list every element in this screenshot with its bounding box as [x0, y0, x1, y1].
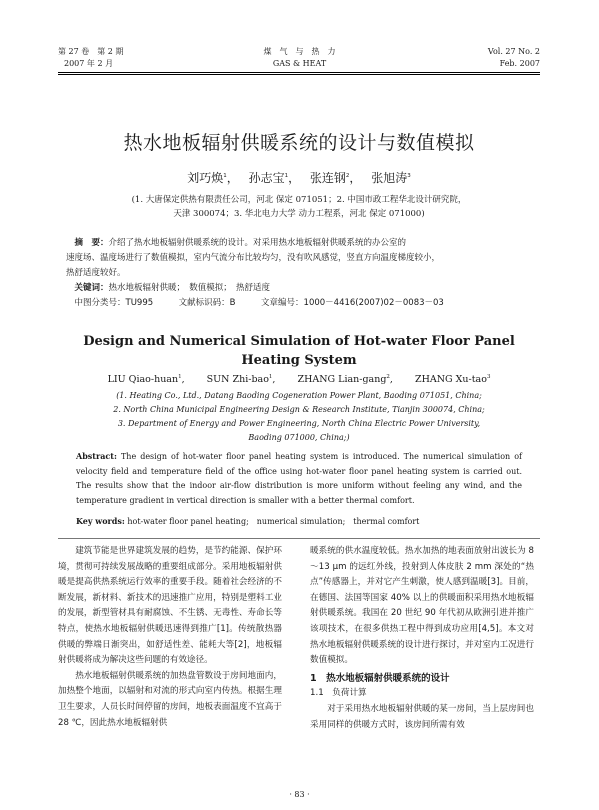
- abstract-cn-line: 速度场、温度场进行了数值模拟，室内气流分布比较均匀，没有吹风感觉，竖直方向温度梯度较小，: [66, 253, 441, 263]
- header-date-en: Feb. 2007: [499, 59, 540, 68]
- authors-en: LIU Qiao-huan$^1$, SUN Zhi-bao$^1$, ZHANG Lian-gang$^2$, ZHANG Xu-tao$^3$: [107, 373, 491, 385]
- body-column-left: [58, 544, 282, 731]
- author-name: 张旭涛: [371, 171, 408, 185]
- header-volume: 第 27 卷 第 2 期: [58, 47, 124, 56]
- clc-number: 中图分类号：TU995: [74, 298, 154, 308]
- author-name-en: LIU Qiao-huan: [107, 374, 179, 385]
- keywords-en-label: Key words:: [76, 516, 125, 526]
- keywords-cn: 热水地板辐射供暖； 数值模拟； 热舒适度: [108, 283, 271, 293]
- body-paragraph: 建筑节能是世界建筑发展的趋势，是节约能源、保护环境，贯彻可持续发展战略的重要组成部分。采用地板辐射供暖是提高供热系统运行效率的重要手段。随着社会经济的不断发展，新材料、新技术的迅速推广应用，特别是塑料工业的发展，新型管材具有耐腐蚀、不生锈、无毒性、寿命长等特点，使热水地板辐射供暖迅速得到推广[1]。传统散热器供暖的弊端日渐突出，如舒适性差、能耗大等[2]，地板辐射供暖将成为解决这些问题的有效途径。: [58, 546, 282, 666]
- author-name: 孙志宝: [248, 171, 285, 185]
- body-paragraph: 热水地板辐射供暖系统的加热盘管数设于房间地面内，加热整个地面，以辐射和对流的形式向室内传热。根据生理卫生要求，人员长时间停留的房间，地板表面温度不宜高于 28 ℃，因此热水地板辐射供: [58, 670, 282, 728]
- paper-title-en: [58, 332, 540, 370]
- paper-title-cn: 热水地板辐射供暖系统的设计与数值模拟: [123, 132, 475, 154]
- abstract-cn-label: 摘 要：: [74, 238, 109, 248]
- article-number: 文章编号：1000－4416(2007)02－0083－03: [261, 298, 444, 308]
- keywords-cn-label: 关键词：: [74, 283, 109, 293]
- abstract-en-text: The design of hot-water floor panel heating system is introduced. The numerical simulation of velocity field and temperature field of the office using hot-water floor panel heating system is carried out. The results show that the indoor air-flow distribution is more uniform without feeling any wind, and the temperature gradient in vertical direction is smaller with a better thermal comfort.: [76, 452, 523, 505]
- affiliation-cn-line: 天津 300074；3. 华北电力大学 动力工程系，河北 保定 071000): [173, 209, 425, 219]
- affiliation-en-line: 3. Department of Energy and Power Engineering, North China Electric Power University,: [117, 419, 481, 428]
- page-number: · 83 ·: [289, 790, 310, 799]
- author-sup: 3: [486, 373, 491, 380]
- author-name-en: SUN Zhi-bao: [206, 374, 269, 385]
- body-paragraph: 暖系统的供水温度较低。热水加热的地表面放射出波长为 8～13 μm 的远红外线，投射到人体皮肤 2 mm 深处的“热点”传感器上，并对它产生刺激，使人感到温暖[3]。目前，在德国、法国等国家 40% 以上的供暖面积采用热水地板辐射供暖系统。我国在 20 世纪 90 年代初从欧洲引进并推广该项技术，在很多供热工程中得到成功应用[4,5]。本文对热水地板辐射供暖系统的设计进行探讨，并对室内工况进行数值模拟。: [310, 546, 534, 666]
- abstract-en-label: Abstract:: [76, 451, 117, 461]
- author-sup: 1: [223, 173, 227, 179]
- abstract-cn: [66, 236, 534, 311]
- author-sup: 1: [284, 173, 289, 179]
- author-name-en: ZHANG Lian-gang: [297, 374, 387, 385]
- affiliation-cn-line: (1. 大唐保定供热有限责任公司，河北 保定 071051；2. 中国市政工程华北设计研究院，: [131, 195, 467, 205]
- keywords-en-row: [76, 514, 522, 530]
- paper-title-en-line: Design and Numerical Simulation of Hot-water Floor Panel: [83, 334, 515, 349]
- author-sup: 1: [178, 373, 182, 380]
- author-sup: 1: [268, 373, 273, 380]
- subsection-heading: 1.1 负荷计算: [310, 688, 367, 699]
- abstract-en: [76, 449, 522, 508]
- section-heading: 1 热水地板辐射供暖系统的设计: [310, 672, 450, 684]
- body-column-right: [310, 544, 534, 733]
- abstract-cn-line: 热舒适度较好。: [66, 268, 126, 278]
- author-name-en: ZHANG Xu-tao: [414, 374, 487, 385]
- author-sup: 2: [345, 173, 350, 179]
- body-paragraph: 对于采用热水地板辐射供暖的某一房间，当上层房间也采用同样的供暖方式时，该房间所需有效: [310, 703, 534, 730]
- author-sup: 2: [386, 373, 390, 380]
- abstract-divider: [58, 538, 540, 539]
- header-date-cn: 2007 年 2 月: [64, 59, 114, 68]
- author-sup: 3: [407, 173, 411, 179]
- authors-cn: 刘巧焕$^1$， 孙志宝$^1$， 张连钢$^2$， 张旭涛$^3$: [187, 171, 411, 185]
- header-volume-en: Vol. 27 No. 2: [487, 47, 540, 56]
- header-rule: [58, 72, 540, 73]
- author-name: 刘巧焕: [187, 171, 224, 185]
- keywords-en: hot-water floor panel heating; numerical simulation; thermal comfort: [127, 517, 420, 526]
- document-code: 文献标识码：B: [178, 298, 236, 308]
- affiliation-en-line: Baoding 071000, China;): [248, 433, 350, 442]
- affiliation-en-line: 2. North China Municipal Engineering Design & Research Institute, Tianjin 300074, China;: [113, 405, 485, 414]
- author-name: 张连钢: [309, 171, 346, 185]
- abstract-cn-line: 介绍了热水地板辐射供暖系统的设计。对采用热水地板辐射供暖系统的办公室的: [108, 238, 407, 248]
- affiliation-en-line: (1. Heating Co., Ltd., Datang Baoding Cogeneration Power Plant, Baoding 071051, China;: [116, 391, 482, 400]
- paper-title-en-line: Heating System: [241, 353, 357, 368]
- header-rule-thin: [58, 74, 540, 75]
- header-journal-en: GAS & HEAT: [272, 59, 327, 68]
- header-journal-cn: 煤 气 与 热 力: [263, 47, 336, 56]
